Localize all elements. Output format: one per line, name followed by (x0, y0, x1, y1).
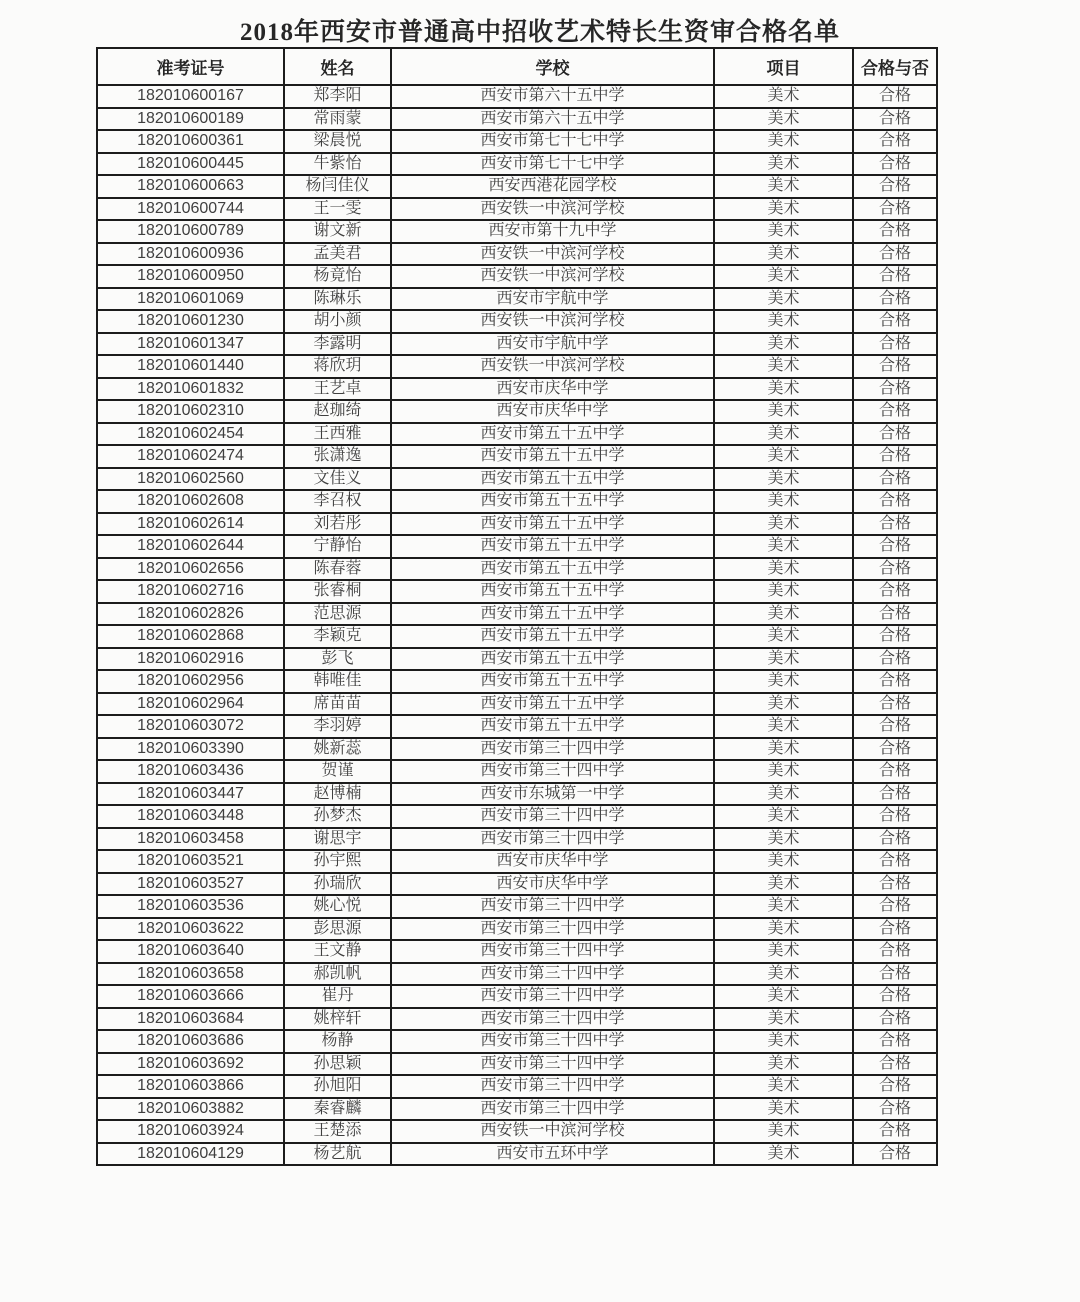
pass-cell: 合格 (853, 130, 937, 153)
project-cell: 美术 (714, 220, 853, 243)
project-cell: 美术 (714, 378, 853, 401)
name-cell: 杨闫佳仪 (284, 175, 391, 198)
name-cell: 贺谨 (284, 760, 391, 783)
project-cell: 美术 (714, 513, 853, 536)
name-cell: 胡小颜 (284, 310, 391, 333)
exam-id-cell: 182010603684 (97, 1008, 284, 1031)
pass-cell: 合格 (853, 333, 937, 356)
table-row (97, 243, 937, 266)
pass-cell: 合格 (853, 940, 937, 963)
table-row (97, 423, 937, 446)
table-row (97, 918, 937, 941)
project-cell: 美术 (714, 895, 853, 918)
name-cell: 赵博楠 (284, 783, 391, 806)
school-cell: 西安市第七十七中学 (391, 130, 714, 153)
school-cell: 西安市第五十五中学 (391, 423, 714, 446)
school-cell: 西安铁一中滨河学校 (391, 265, 714, 288)
school-cell: 西安市第五十五中学 (391, 445, 714, 468)
name-cell: 姚梓轩 (284, 1008, 391, 1031)
table-row (97, 850, 937, 873)
page-title: 2018年西安市普通高中招收艺术特长生资审合格名单 (239, 19, 840, 46)
table-row (97, 963, 937, 986)
project-cell: 美术 (714, 940, 853, 963)
table-row (97, 648, 937, 671)
name-cell: 彭思源 (284, 918, 391, 941)
table-row (97, 828, 937, 851)
school-cell: 西安西港花园学校 (391, 175, 714, 198)
school-cell: 西安市第六十五中学 (391, 108, 714, 131)
project-cell: 美术 (714, 625, 853, 648)
pass-cell: 合格 (853, 805, 937, 828)
pass-cell: 合格 (853, 1053, 937, 1076)
table-body (97, 85, 937, 1165)
exam-id-cell: 182010600950 (97, 265, 284, 288)
project-cell: 美术 (714, 1075, 853, 1098)
exam-id-cell: 182010600936 (97, 243, 284, 266)
pass-cell: 合格 (853, 760, 937, 783)
table-row (97, 783, 937, 806)
project-cell: 美术 (714, 760, 853, 783)
pass-cell: 合格 (853, 693, 937, 716)
name-cell: 郝凯帆 (284, 963, 391, 986)
name-cell: 王一雯 (284, 198, 391, 221)
table-row (97, 198, 937, 221)
pass-cell: 合格 (853, 963, 937, 986)
project-cell: 美术 (714, 85, 853, 108)
name-cell: 郑李阳 (284, 85, 391, 108)
exam-id-cell: 182010602916 (97, 648, 284, 671)
school-cell: 西安市第三十四中学 (391, 940, 714, 963)
name-cell: 蒋欣玥 (284, 355, 391, 378)
project-cell: 美术 (714, 1143, 853, 1166)
header-school: 学校 (391, 48, 714, 85)
exam-id-cell: 182010604129 (97, 1143, 284, 1166)
school-cell: 西安市五环中学 (391, 1143, 714, 1166)
school-cell: 西安市第七十七中学 (391, 153, 714, 176)
project-cell: 美术 (714, 130, 853, 153)
exam-id-cell: 182010602474 (97, 445, 284, 468)
exam-id-cell: 182010603448 (97, 805, 284, 828)
project-cell: 美术 (714, 918, 853, 941)
name-cell: 孙旭阳 (284, 1075, 391, 1098)
pass-cell: 合格 (853, 985, 937, 1008)
school-cell: 西安市第三十四中学 (391, 918, 714, 941)
school-cell: 西安市庆华中学 (391, 873, 714, 896)
table-row (97, 400, 937, 423)
school-cell: 西安市第三十四中学 (391, 1030, 714, 1053)
table-row (97, 760, 937, 783)
header-project: 项目 (714, 48, 853, 85)
school-cell: 西安市第三十四中学 (391, 760, 714, 783)
name-cell: 王艺卓 (284, 378, 391, 401)
table-row (97, 310, 937, 333)
table-row (97, 378, 937, 401)
table-row (97, 445, 937, 468)
table-row (97, 670, 937, 693)
name-cell: 孟美君 (284, 243, 391, 266)
exam-id-cell: 182010601230 (97, 310, 284, 333)
name-cell: 李露明 (284, 333, 391, 356)
exam-id-cell: 182010602614 (97, 513, 284, 536)
school-cell: 西安市第三十四中学 (391, 738, 714, 761)
project-cell: 美术 (714, 1098, 853, 1121)
school-cell: 西安市第五十五中学 (391, 490, 714, 513)
school-cell: 西安市庆华中学 (391, 400, 714, 423)
project-cell: 美术 (714, 355, 853, 378)
name-cell: 范思源 (284, 603, 391, 626)
school-cell: 西安市第五十五中学 (391, 558, 714, 581)
pass-cell: 合格 (853, 625, 937, 648)
project-cell: 美术 (714, 310, 853, 333)
project-cell: 美术 (714, 423, 853, 446)
project-cell: 美术 (714, 1053, 853, 1076)
pass-cell: 合格 (853, 490, 937, 513)
school-cell: 西安市庆华中学 (391, 850, 714, 873)
project-cell: 美术 (714, 490, 853, 513)
project-cell: 美术 (714, 333, 853, 356)
exam-id-cell: 182010603390 (97, 738, 284, 761)
project-cell: 美术 (714, 108, 853, 131)
exam-id-cell: 182010603686 (97, 1030, 284, 1053)
exam-id-cell: 182010600663 (97, 175, 284, 198)
header-pass: 合格与否 (853, 48, 937, 85)
project-cell: 美术 (714, 963, 853, 986)
table-row (97, 1075, 937, 1098)
school-cell: 西安市第五十五中学 (391, 468, 714, 491)
project-cell: 美术 (714, 603, 853, 626)
exam-id-cell: 182010602826 (97, 603, 284, 626)
exam-id-cell: 182010603521 (97, 850, 284, 873)
school-cell: 西安市第三十四中学 (391, 1098, 714, 1121)
results-table (96, 47, 938, 1166)
header-row (97, 48, 937, 85)
project-cell: 美术 (714, 445, 853, 468)
table-row (97, 625, 937, 648)
exam-id-cell: 182010603436 (97, 760, 284, 783)
table-row (97, 265, 937, 288)
project-cell: 美术 (714, 1030, 853, 1053)
school-cell: 西安市第三十四中学 (391, 895, 714, 918)
exam-id-cell: 182010603924 (97, 1120, 284, 1143)
school-cell: 西安市第五十五中学 (391, 693, 714, 716)
name-cell: 张潇逸 (284, 445, 391, 468)
pass-cell: 合格 (853, 1008, 937, 1031)
table-row (97, 580, 937, 603)
header-name: 姓名 (284, 48, 391, 85)
exam-id-cell: 182010603527 (97, 873, 284, 896)
pass-cell: 合格 (853, 175, 937, 198)
name-cell: 赵珈绮 (284, 400, 391, 423)
school-cell: 西安市第五十五中学 (391, 625, 714, 648)
table-row (97, 715, 937, 738)
header-exam-id: 准考证号 (97, 48, 284, 85)
table-row (97, 535, 937, 558)
project-cell: 美术 (714, 670, 853, 693)
table-row (97, 873, 937, 896)
pass-cell: 合格 (853, 513, 937, 536)
pass-cell: 合格 (853, 783, 937, 806)
project-cell: 美术 (714, 738, 853, 761)
table-row (97, 153, 937, 176)
name-cell: 杨艺航 (284, 1143, 391, 1166)
table-row (97, 1098, 937, 1121)
project-cell: 美术 (714, 175, 853, 198)
project-cell: 美术 (714, 648, 853, 671)
pass-cell: 合格 (853, 715, 937, 738)
pass-cell: 合格 (853, 445, 937, 468)
pass-cell: 合格 (853, 873, 937, 896)
school-cell: 西安市第五十五中学 (391, 535, 714, 558)
name-cell: 李颖克 (284, 625, 391, 648)
name-cell: 谢思宇 (284, 828, 391, 851)
school-cell: 西安铁一中滨河学校 (391, 243, 714, 266)
school-cell: 西安铁一中滨河学校 (391, 355, 714, 378)
table-row (97, 738, 937, 761)
pass-cell: 合格 (853, 648, 937, 671)
name-cell: 梁晨悦 (284, 130, 391, 153)
exam-id-cell: 182010602310 (97, 400, 284, 423)
school-cell: 西安市第五十五中学 (391, 715, 714, 738)
pass-cell: 合格 (853, 288, 937, 311)
pass-cell: 合格 (853, 355, 937, 378)
exam-id-cell: 182010602656 (97, 558, 284, 581)
table-row (97, 513, 937, 536)
pass-cell: 合格 (853, 1030, 937, 1053)
name-cell: 文佳义 (284, 468, 391, 491)
exam-id-cell: 182010602560 (97, 468, 284, 491)
name-cell: 孙瑞欣 (284, 873, 391, 896)
name-cell: 张睿桐 (284, 580, 391, 603)
exam-id-cell: 182010601832 (97, 378, 284, 401)
pass-cell: 合格 (853, 243, 937, 266)
table-header (97, 48, 937, 85)
exam-id-cell: 182010603692 (97, 1053, 284, 1076)
name-cell: 秦睿麟 (284, 1098, 391, 1121)
pass-cell: 合格 (853, 198, 937, 221)
pass-cell: 合格 (853, 1143, 937, 1166)
name-cell: 姚新蕊 (284, 738, 391, 761)
table-row (97, 805, 937, 828)
school-cell: 西安市第五十五中学 (391, 670, 714, 693)
school-cell: 西安铁一中滨河学校 (391, 1120, 714, 1143)
project-cell: 美术 (714, 198, 853, 221)
exam-id-cell: 182010602716 (97, 580, 284, 603)
table-row (97, 288, 937, 311)
table-row (97, 693, 937, 716)
school-cell: 西安市第五十五中学 (391, 580, 714, 603)
name-cell: 谢文新 (284, 220, 391, 243)
exam-id-cell: 182010603622 (97, 918, 284, 941)
project-cell: 美术 (714, 1120, 853, 1143)
name-cell: 崔丹 (284, 985, 391, 1008)
exam-id-cell: 182010601069 (97, 288, 284, 311)
school-cell: 西安市第六十五中学 (391, 85, 714, 108)
exam-id-cell: 182010603458 (97, 828, 284, 851)
pass-cell: 合格 (853, 1075, 937, 1098)
project-cell: 美术 (714, 850, 853, 873)
pass-cell: 合格 (853, 580, 937, 603)
school-cell: 西安市东城第一中学 (391, 783, 714, 806)
exam-id-cell: 182010602868 (97, 625, 284, 648)
school-cell: 西安市第五十五中学 (391, 648, 714, 671)
exam-id-cell: 182010603666 (97, 985, 284, 1008)
table-row (97, 558, 937, 581)
name-cell: 韩唯佳 (284, 670, 391, 693)
pass-cell: 合格 (853, 918, 937, 941)
exam-id-cell: 182010600744 (97, 198, 284, 221)
project-cell: 美术 (714, 288, 853, 311)
name-cell: 刘若彤 (284, 513, 391, 536)
exam-id-cell: 182010600167 (97, 85, 284, 108)
school-cell: 西安市第五十五中学 (391, 513, 714, 536)
project-cell: 美术 (714, 468, 853, 491)
name-cell: 姚心悦 (284, 895, 391, 918)
exam-id-cell: 182010601347 (97, 333, 284, 356)
table-row (97, 130, 937, 153)
project-cell: 美术 (714, 873, 853, 896)
exam-id-cell: 182010603866 (97, 1075, 284, 1098)
name-cell: 王文静 (284, 940, 391, 963)
exam-id-cell: 182010600789 (97, 220, 284, 243)
name-cell: 孙宇熙 (284, 850, 391, 873)
table-row (97, 220, 937, 243)
name-cell: 席苗苗 (284, 693, 391, 716)
table-row (97, 1030, 937, 1053)
pass-cell: 合格 (853, 108, 937, 131)
exam-id-cell: 182010603882 (97, 1098, 284, 1121)
table-row (97, 490, 937, 513)
exam-id-cell: 182010600361 (97, 130, 284, 153)
table-row (97, 895, 937, 918)
school-cell: 西安铁一中滨河学校 (391, 198, 714, 221)
name-cell: 王楚添 (284, 1120, 391, 1143)
name-cell: 王西雅 (284, 423, 391, 446)
project-cell: 美术 (714, 558, 853, 581)
name-cell: 陈琳乐 (284, 288, 391, 311)
school-cell: 西安市第十九中学 (391, 220, 714, 243)
pass-cell: 合格 (853, 895, 937, 918)
table-row (97, 1053, 937, 1076)
exam-id-cell: 182010602964 (97, 693, 284, 716)
table-row (97, 603, 937, 626)
pass-cell: 合格 (853, 153, 937, 176)
name-cell: 李召权 (284, 490, 391, 513)
table-row (97, 468, 937, 491)
name-cell: 陈春蓉 (284, 558, 391, 581)
exam-id-cell: 182010603072 (97, 715, 284, 738)
school-cell: 西安市第三十四中学 (391, 805, 714, 828)
table-row (97, 108, 937, 131)
pass-cell: 合格 (853, 670, 937, 693)
school-cell: 西安铁一中滨河学校 (391, 310, 714, 333)
table-row (97, 355, 937, 378)
exam-id-cell: 182010601440 (97, 355, 284, 378)
name-cell: 彭飞 (284, 648, 391, 671)
exam-id-cell: 182010603536 (97, 895, 284, 918)
project-cell: 美术 (714, 153, 853, 176)
school-cell: 西安市第三十四中学 (391, 985, 714, 1008)
pass-cell: 合格 (853, 265, 937, 288)
pass-cell: 合格 (853, 850, 937, 873)
pass-cell: 合格 (853, 828, 937, 851)
name-cell: 常雨蒙 (284, 108, 391, 131)
table-row (97, 1008, 937, 1031)
project-cell: 美术 (714, 828, 853, 851)
table-row (97, 1120, 937, 1143)
pass-cell: 合格 (853, 85, 937, 108)
exam-id-cell: 182010602608 (97, 490, 284, 513)
table-row (97, 985, 937, 1008)
name-cell: 孙梦杰 (284, 805, 391, 828)
pass-cell: 合格 (853, 1120, 937, 1143)
exam-id-cell: 182010602644 (97, 535, 284, 558)
name-cell: 杨静 (284, 1030, 391, 1053)
project-cell: 美术 (714, 535, 853, 558)
school-cell: 西安市第三十四中学 (391, 1008, 714, 1031)
project-cell: 美术 (714, 400, 853, 423)
pass-cell: 合格 (853, 400, 937, 423)
pass-cell: 合格 (853, 1098, 937, 1121)
name-cell: 孙思颖 (284, 1053, 391, 1076)
pass-cell: 合格 (853, 535, 937, 558)
project-cell: 美术 (714, 715, 853, 738)
exam-id-cell: 182010602956 (97, 670, 284, 693)
pass-cell: 合格 (853, 220, 937, 243)
pass-cell: 合格 (853, 603, 937, 626)
exam-id-cell: 182010600189 (97, 108, 284, 131)
pass-cell: 合格 (853, 738, 937, 761)
pass-cell: 合格 (853, 423, 937, 446)
table-row (97, 333, 937, 356)
project-cell: 美术 (714, 985, 853, 1008)
exam-id-cell: 182010603640 (97, 940, 284, 963)
project-cell: 美术 (714, 1008, 853, 1031)
school-cell: 西安市宇航中学 (391, 288, 714, 311)
project-cell: 美术 (714, 243, 853, 266)
pass-cell: 合格 (853, 378, 937, 401)
table-row (97, 175, 937, 198)
school-cell: 西安市庆华中学 (391, 378, 714, 401)
school-cell: 西安市宇航中学 (391, 333, 714, 356)
exam-id-cell: 182010603447 (97, 783, 284, 806)
project-cell: 美术 (714, 783, 853, 806)
project-cell: 美术 (714, 805, 853, 828)
pass-cell: 合格 (853, 310, 937, 333)
exam-id-cell: 182010602454 (97, 423, 284, 446)
name-cell: 杨竟怡 (284, 265, 391, 288)
pass-cell: 合格 (853, 468, 937, 491)
exam-id-cell: 182010603658 (97, 963, 284, 986)
table-row (97, 85, 937, 108)
name-cell: 李羽婷 (284, 715, 391, 738)
school-cell: 西安市第三十四中学 (391, 1075, 714, 1098)
table-row (97, 940, 937, 963)
school-cell: 西安市第三十四中学 (391, 963, 714, 986)
table-row (97, 1143, 937, 1166)
pass-cell: 合格 (853, 558, 937, 581)
school-cell: 西安市第三十四中学 (391, 828, 714, 851)
project-cell: 美术 (714, 265, 853, 288)
name-cell: 宁静怡 (284, 535, 391, 558)
school-cell: 西安市第三十四中学 (391, 1053, 714, 1076)
project-cell: 美术 (714, 580, 853, 603)
name-cell: 牛紫怡 (284, 153, 391, 176)
project-cell: 美术 (714, 693, 853, 716)
exam-id-cell: 182010600445 (97, 153, 284, 176)
school-cell: 西安市第五十五中学 (391, 603, 714, 626)
